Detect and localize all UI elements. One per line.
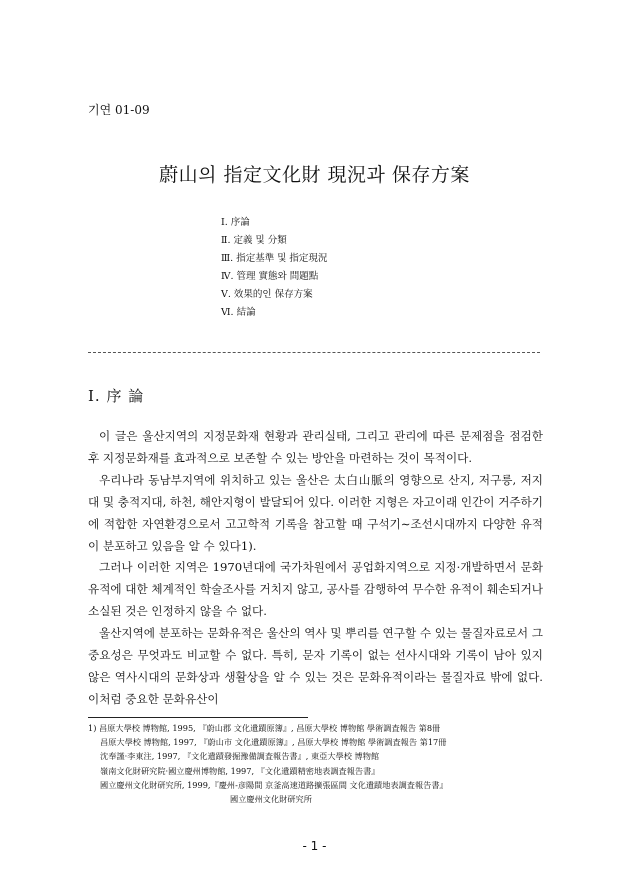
document-title: 蔚山의 指定文化財 現況과 保存方案 xyxy=(159,164,470,186)
paragraph: 우리나라 동남부지역에 위치하고 있는 울산은 太白山脈의 영향으로 산지, 저구릉, 저지대 및 충적지대, 하천, 해안지형이 발달되어 있다. 이러한 지형은 자고이래 인간이 거주하기에 적합한 자연환경으로서 고고학적 기록을 참고할 때 구석기∼조선시대까지 다양한 유적이 분포하고 있음을 알 수 있다1). xyxy=(88,472,543,553)
toc-item: Ⅱ. 定義 및 分類 xyxy=(221,235,287,246)
page-number: - 1 - xyxy=(302,839,327,853)
toc-item: Ⅲ. 指定基準 및 指定現況 xyxy=(221,253,328,264)
toc-item: Ⅵ. 結論 xyxy=(221,307,256,318)
paragraph: 그러나 이러한 지역은 1970년대에 국가차원에서 공업화지역으로 지정·개발하면서 문화유적에 대한 체계적인 학술조사를 거치지 않고, 공사를 감행하여 무수한 유적이 훼손되거나 소실된 것은 인정하지 않을 수 없다. xyxy=(88,560,543,619)
footnote-line: 國立慶州文化財研究所, 1999,『慶州-彦陽間 京釜高速道路擴張區間 文化遺蹟地表調査報告書』 xyxy=(100,779,448,790)
document-code: 기연 01-09 xyxy=(88,103,150,117)
toc-item: Ⅳ. 管理 實態와 問題點 xyxy=(221,271,319,282)
table-of-contents xyxy=(221,214,327,322)
paragraph: 울산지역에 분포하는 문화유적은 울산의 역사 및 뿌리를 연구할 수 있는 물질자료로서 그 중요성은 무엇과도 비교할 수 없다. 특히, 문자 기록이 없는 선사시대와 기록이 남아 있지 않은 역사시대의 문화상과 생활상을 알 수 있는 것은 문화유적이라는 물질자료 밖에 없다. 이처럼 중요한 문화유산이 xyxy=(88,626,543,706)
footnote-line: 昌原大學校 博物館, 1997, 『蔚山市 文化遺蹟原簿』, 昌原大學校 博物館 學術調査報告 第17冊 xyxy=(100,737,447,748)
section-heading: Ⅰ. 序 論 xyxy=(88,387,145,405)
body-text xyxy=(88,426,543,711)
footnote-line: 1) 昌原大學校 博物館, 1995, 『蔚山郡 文化遺蹟原簿』, 昌原大學校 博物館 學術調査報告 第8冊 xyxy=(88,723,441,733)
toc-item: Ⅴ. 效果的인 保存方案 xyxy=(221,289,313,300)
footnote-rule xyxy=(88,717,308,718)
footnote-line: 嶺南文化財硏究院·國立慶州博物館, 1997, 『文化遺蹟精密地表調査報告書』 xyxy=(100,765,380,776)
footnote-line: 國立慶州文化財研究所 xyxy=(230,794,312,805)
footnotes xyxy=(88,721,548,806)
toc-item: Ⅰ. 序論 xyxy=(221,217,250,228)
section-divider xyxy=(88,352,540,353)
paragraph: 이 글은 울산지역의 지정문화재 현황과 관리실태, 그리고 관리에 따른 문제점을 점검한 후 지정문화재를 효과적으로 보존할 수 있는 방안을 마련하는 것이 목적이다. xyxy=(88,429,543,465)
footnote-line: 沈奉謹·李東注, 1997, 『文化遺蹟發掘豫備調査報告書』, 東亞大學校 博物館 xyxy=(100,751,380,762)
